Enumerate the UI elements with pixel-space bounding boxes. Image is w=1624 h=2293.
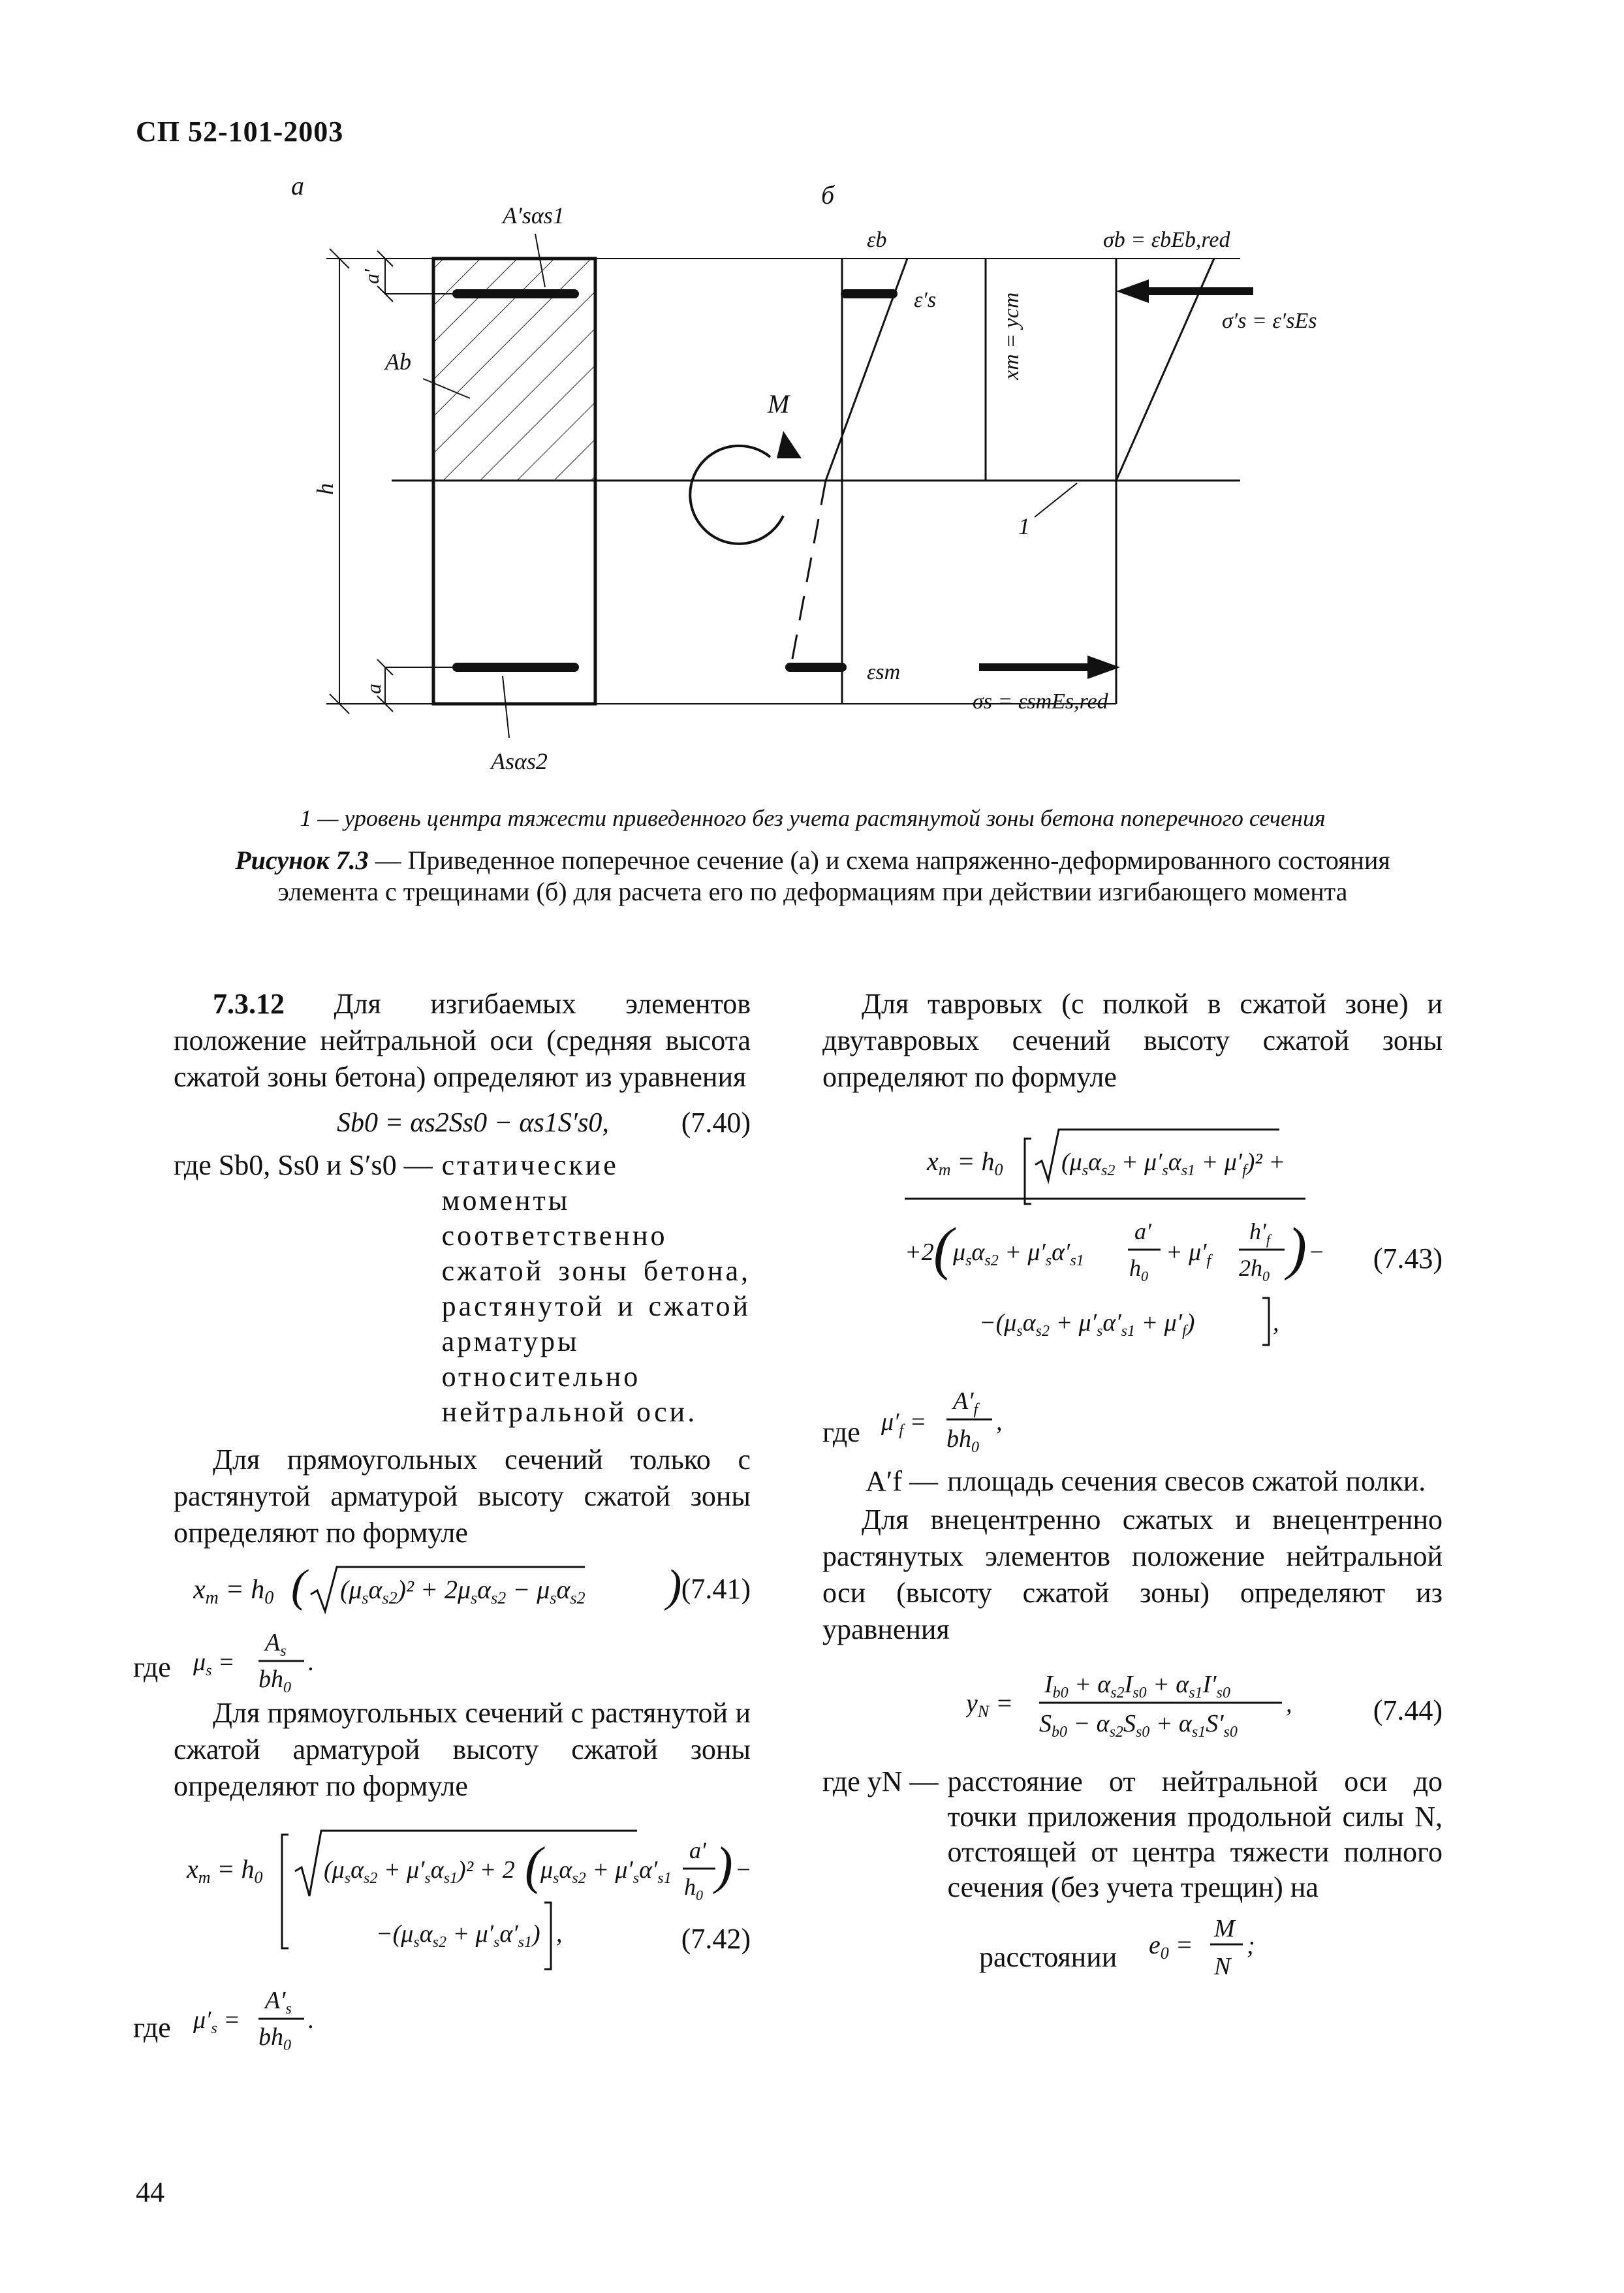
svg-text:(μsαs2 + μ′sαs1)² + 2: $(\mu_s\alpha_{s2} + \mu'_s\alpha_{s1})^2 + 2$ <box>324 1856 515 1887</box>
equation-7-42-svg <box>167 1818 755 1974</box>
figure-label-a: а <box>291 171 304 200</box>
svg-text:(μsαs2)² + 2μsαs2 − μsαs2: $(\mu_s\alpha_{s2})^2 + 2\mu_s\alpha_{s2} - \mu_s\alpha_{s2}$ <box>340 1575 586 1607</box>
svg-text:As: $A_s$ <box>265 1629 287 1660</box>
figure-7-3 <box>0 0 1624 803</box>
svg-text:a′: a′ <box>1134 1218 1151 1244</box>
where-yn-definition: где yN — расстояние от нейтральной оси до точки приложения продольной силы N, отстоящей от центра тяжести полного сечения (без учета трещин) на <box>822 1765 1443 1903</box>
svg-text:M: M <box>1214 1915 1235 1942</box>
svg-text:,: , <box>996 1408 1003 1436</box>
svg-text:μ′s =: $\mu'_s$ = <box>193 2006 240 2037</box>
svg-text:bh0: $bh_0$ <box>258 1666 291 1695</box>
eccentricity-e0: расстоянии $e_0$ = M N ; <box>979 1915 1255 1980</box>
svg-text:): ) <box>715 1837 733 1895</box>
svg-text:+2: +2 <box>905 1239 934 1266</box>
right-column <box>822 986 1443 1984</box>
svg-text:,: , <box>1286 1690 1292 1718</box>
where-af-definition: A′f — площадь сечения свесов сжатой полки. <box>866 1465 1426 1497</box>
svg-text:μ′f =: $\mu'_f$ = <box>881 1408 927 1439</box>
svg-text:Sb0 − αs2Ss0 + αs1S′s0: $S_{b0} - \alpha_{s2}S_{s0} + \alpha_{s1}S'_{s0}$ <box>1039 1710 1238 1741</box>
where-mu-s-prime: где $\mu'_s$ = $A'_s$ $bh_0$ . <box>133 1987 315 2053</box>
svg-text:bh0: $bh_0$ <box>946 1425 979 1456</box>
svg-text:.: . <box>308 2006 315 2034</box>
paragraph-7-3-12: 7.3.12 Для изгибаемых элементов положение нейтральной оси (средняя высота сжатой зоны бетона) определяют из уравнения <box>174 988 751 1093</box>
svg-text:xm = h0: $x_m = h_0$ <box>187 1854 263 1887</box>
page-number: 44 <box>136 2176 164 2208</box>
svg-text:μsαs2 + μ′sα′s1: $\mu_s\alpha_{s2} + \mu'_s\alpha'_{s1}$ <box>540 1856 672 1887</box>
svg-text:yN =: $y_N$ = <box>966 1688 1014 1721</box>
label-concrete-area: Ab <box>385 349 411 375</box>
figure-caption: Рисунок 7.3 — Приведенное поперечное сечение (а) и схема напряженно-деформированного состояния элемента с трещинами (б) для расчета его по деформациям при действии изгибающего момента <box>235 846 1390 906</box>
label-eps-s-prime: ε′s <box>914 288 937 312</box>
label-sigma-s: σs = εsmEs,red <box>973 689 1108 714</box>
paragraph-eccentric: Для внецентренно сжатых и внецентренно растянутых элементов положение нейтральной оси (высоту сжатой зоны) определяют из уравнения <box>822 1504 1443 1645</box>
label-sigma-b: σb = εbEb,red <box>1103 228 1230 252</box>
label-sigma-s-prime: σ′s = ε′sEs <box>1222 309 1317 333</box>
label-eps-b: εb <box>867 228 887 252</box>
equation-7-41-svg <box>193 1558 689 1623</box>
label-xm-ycm: xm = ycm <box>999 292 1023 380</box>
equation-7-43: $x_m = h_0$ $(\mu_s\alpha_{s2} + \mu'_s\alpha_{s1} + \mu'_f)^2$ + +2 ( $\mu_s\alpha_{s2} + \mu'_s\alpha'_{s1}$ a′ $h_0$ + $\mu'_f$ $h'_f$ $2h_0$ ) − $-(\mu_s\alpha_{s2} + \mu'_s\alpha'_{s1} + \mu'_f)$ , (7.43) <box>822 1115 1443 1350</box>
paragraph-rect-tension: Для прямоугольных сечений только с растянутой арматурой высоту сжатой зоны определяют по формуле <box>174 1444 751 1549</box>
svg-text:−: − <box>735 1856 752 1884</box>
svg-text:,: , <box>556 1920 563 1948</box>
svg-text:μs =: $\mu_s$ = <box>193 1649 235 1679</box>
where-mu-f-prime: где $\mu'_f$ = $A'_f$ $bh_0$ , <box>822 1387 1003 1456</box>
svg-text:A′f: $A'_f$ <box>953 1387 978 1418</box>
dim-a-label: a <box>362 684 385 694</box>
svg-text:.: . <box>308 1649 315 1676</box>
svg-text:+ μ′f: + $\mu'_f$ <box>1166 1239 1211 1269</box>
equation-7-43-svg <box>822 1115 1443 1350</box>
figure-label-b: б <box>821 180 835 210</box>
svg-text:−: − <box>1308 1239 1325 1266</box>
label-moment: M <box>768 389 790 419</box>
label-top-rebar: A′sαs1 <box>503 202 565 229</box>
equation-7-44-svg <box>966 1664 1305 1748</box>
svg-text:(: ( <box>291 1561 307 1611</box>
svg-text:;: ; <box>1247 1932 1255 1959</box>
dim-h-label: h <box>312 483 338 495</box>
equation-7-41: xm = h0 ( $(\mu_s\alpha_{s2})^2 + 2\mu_s\alpha_{s2} - \mu_s\alpha_{s2}$ ) (7.41) <box>174 1551 751 1623</box>
svg-text:bh0: $bh_0$ <box>258 2023 291 2053</box>
svg-text:): ) <box>1287 1216 1307 1281</box>
svg-text:h′f: $h'_f$ <box>1249 1218 1270 1248</box>
svg-text:N: N <box>1214 1953 1231 1980</box>
svg-text:A′s: $A'_s$ <box>265 1987 292 2017</box>
label-eps-sm: εsm <box>867 660 901 684</box>
label-bottom-rebar: Asαs2 <box>491 748 548 774</box>
figure-legend: 1 — уровень центра тяжести приведенного без учета растянутой зоны бетона поперечного сечения <box>300 805 1326 831</box>
svg-text:e0 =: $e_0$ = <box>1149 1930 1193 1963</box>
equation-7-40: Sb0 = αs2Ss0 − αs1S′s0, (7.40) <box>337 1107 751 1139</box>
svg-text:,: , <box>1273 1309 1279 1336</box>
svg-text:Ib0 + αs2Is0 + αs1I′s0: $I_{b0} + \alpha_{s2}I_{s0} + \alpha_{s1}I'_{s0}$ <box>1044 1671 1230 1701</box>
svg-text:(: ( <box>933 1216 953 1281</box>
svg-text:xm = h0: $x_m = h_0$ <box>927 1146 1003 1179</box>
moment-arrow <box>690 446 783 544</box>
svg-text:a′: a′ <box>689 1837 706 1863</box>
paragraph-tee-sections: Для тавровых (с полкой в сжатой зоне) и двутавровых сечений высоту сжатой зоны определяют по формуле <box>822 988 1443 1093</box>
label-level-1: 1 <box>1018 513 1030 539</box>
svg-text:2h0: $2h_0$ <box>1239 1255 1270 1284</box>
paragraph-rect-tension-compression: Для прямоугольных сечений с растянутой и сжатой арматурой высоту сжатой зоны определяют по формуле <box>174 1697 751 1802</box>
where-mu-s: где $\mu_s$ = $A_s$ $bh_0$ . <box>133 1629 315 1695</box>
dim-a-prime-label: a′ <box>360 269 383 284</box>
svg-text:μsαs2 + μ′sα′s1: $\mu_s\alpha_{s2} + \mu'_s\alpha'_{s1}$ <box>953 1239 1084 1269</box>
strain-line-dashed <box>790 481 826 672</box>
svg-text:h0: $h_0$ <box>684 1874 703 1903</box>
equation-7-44: $y_N$ = $I_{b0} + \alpha_{s2}I_{s0} + \alpha_{s1}I'_{s0}$ $S_{b0} - \alpha_{s2}S_{s0} + \alpha_{s1}S'_{s0}$ , (7.44) <box>822 1664 1443 1748</box>
equation-7-42: $x_m = h_0$ $(\mu_s\alpha_{s2} + \mu'_s\alpha_{s1})^2 + 2$ ( $\mu_s\alpha_{s2} + \mu'_s\alpha'_{s1}$ a′ $h_0$ ) − $-(\mu_s\alpha_{s2} + \mu'_s\alpha'_{s1})$ , (7.42) <box>174 1818 751 1974</box>
svg-text:h0: $h_0$ <box>1129 1255 1148 1284</box>
svg-text:(: ( <box>525 1837 542 1895</box>
where-static-moments: где Sb0, Ss0 и S′s0 — статические моменты соответственно сжатой зоны бетона, растянутой и сжатой арматуры относительно нейтральной оси. <box>174 1149 751 1428</box>
document-code-header: СП 52-101-2003 <box>136 116 344 148</box>
svg-text:−(μsαs2 + μ′sα′s1): $-(\mu_s\alpha_{s2} + \mu'_s\alpha'_{s1})$ <box>376 1920 540 1951</box>
svg-text:−(μsαs2 + μ′sα′s1 + μ′f): $-(\mu_s\alpha_{s2} + \mu'_s\alpha'_{s1} + \mu'_f)$ <box>979 1309 1195 1340</box>
svg-text:): ) <box>666 1561 682 1611</box>
left-column <box>133 986 752 2053</box>
svg-text:xm = h0: xm = h0 <box>193 1575 274 1608</box>
svg-text:(μsαs2 + μ′sαs1 + μ′f)² +: $(\mu_s\alpha_{s2} + \mu'_s\alpha_{s1} + \mu'_f)^2$ + <box>1061 1148 1285 1179</box>
